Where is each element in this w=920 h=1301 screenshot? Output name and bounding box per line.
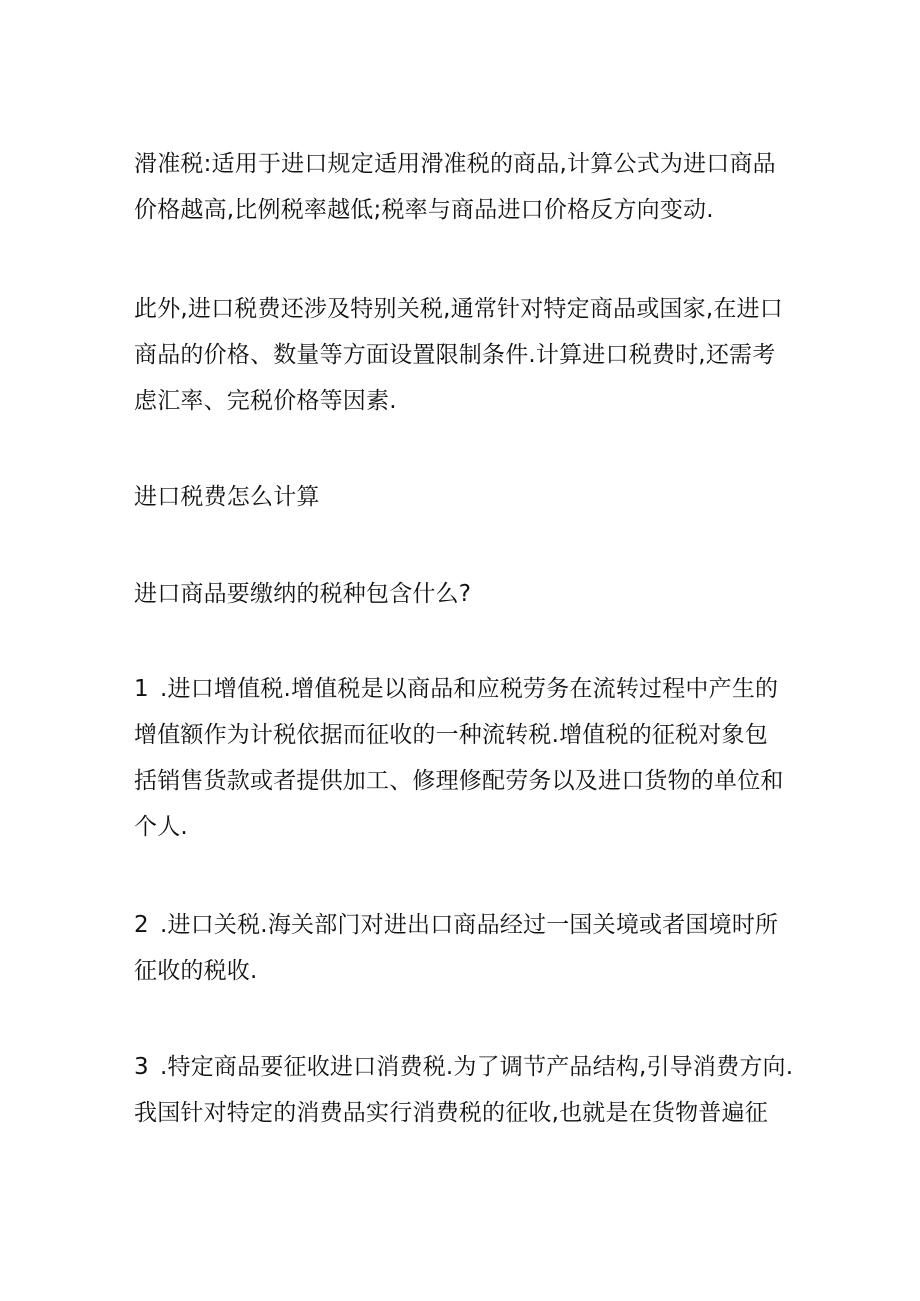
text-line: 此外,进口税费还涉及特别关税,通常针对特定商品或国家,在进口 [134, 296, 783, 322]
text-line: 商品的价格、数量等方面设置限制条件.计算进口税费时,还需考 [134, 342, 776, 368]
text-line [134, 666, 794, 712]
text-line: 征收的税收. [134, 958, 258, 984]
text-line: 个人. [134, 814, 188, 840]
list-item-customs-duty [134, 902, 794, 994]
text-line: 括销售货款或者提供加工、修理修配劳务以及进口货物的单位和 [134, 768, 784, 794]
text-line [134, 902, 794, 948]
list-number: 2 [134, 912, 149, 938]
list-number: 3 [134, 1054, 149, 1080]
paragraph-sliding-tariff [134, 141, 794, 233]
text-line: 我国针对特定的消费品实行消费税的征收,也就是在货物普遍征 [134, 1100, 768, 1126]
question-text: 进口商品要缴纳的税种包含什么? [134, 581, 472, 607]
list-item-vat [134, 666, 794, 850]
text-line: 滑准税:适用于进口规定适用滑准税的商品,计算公式为进口商品 [134, 151, 776, 177]
line-text: .进口增值税.增值税是以商品和应税劳务在流转过程中产生的 [160, 676, 779, 702]
text-line: 增值额作为计税依据而征收的一种流转税.增值税的征税对象包 [134, 722, 768, 748]
list-number: 1 [134, 676, 149, 702]
list-item-consumption-tax [134, 1044, 794, 1136]
text-line: 虑汇率、完税价格等因素. [134, 388, 397, 414]
line-text: .进口关税.海关部门对进出口商品经过一国关境或者国境时所 [160, 912, 779, 938]
paragraph-special-tariff [134, 286, 794, 424]
text-line: 价格越高,比例税率越低;税率与商品进口价格反方向变动. [134, 197, 714, 223]
heading-text: 进口税费怎么计算 [134, 484, 320, 510]
text-line [134, 1044, 794, 1090]
line-text: .特定商品要征收进口消费税.为了调节产品结构,引导消费方向. [160, 1054, 794, 1080]
section-heading [134, 474, 794, 520]
question-heading [134, 571, 794, 617]
